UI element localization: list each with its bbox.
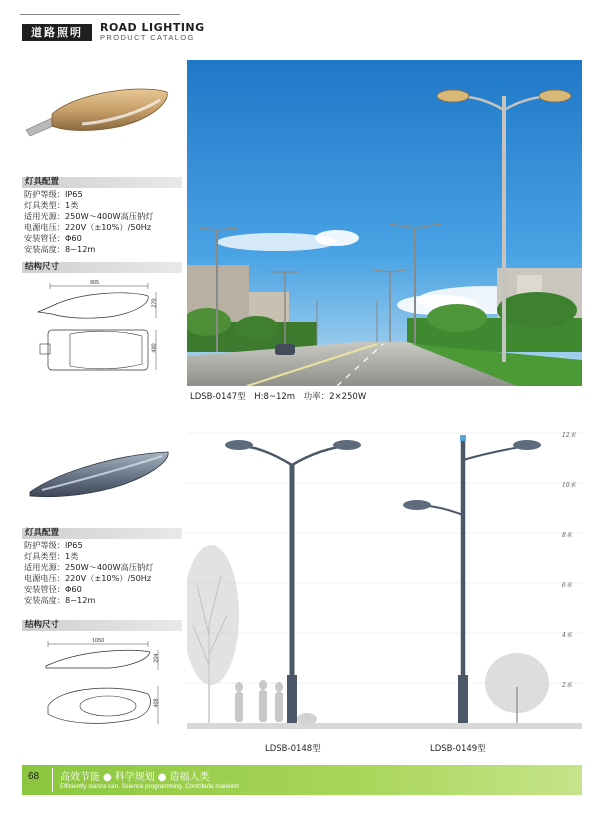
slogan-3: 造福人类 xyxy=(169,772,210,783)
spec-item: 安装管径：Φ60 xyxy=(24,584,82,594)
caption-0149: LDSB-0149型 xyxy=(430,744,486,754)
spec-list-bottom xyxy=(24,540,153,606)
spec-item: 防护等级：IP65 xyxy=(24,189,83,199)
street-scene-photo xyxy=(187,60,582,386)
bullet-icon: ● xyxy=(103,772,112,783)
pole-elevation-drawing xyxy=(187,425,582,737)
brand-catalog: PRODUCT CATALOG xyxy=(100,33,195,42)
scale-6m: 6米 xyxy=(562,582,572,589)
brand-chinese: 道路照明 xyxy=(22,24,92,41)
dimension-drawing-0147 xyxy=(30,278,170,378)
spec-item: 防护等级：IP65 xyxy=(24,540,83,550)
spec-item: 灯具类型：1类 xyxy=(24,200,79,210)
lamp-head-0147-image xyxy=(22,78,172,148)
scale-8m: 8米 xyxy=(562,532,572,539)
spec-item: 电源电压：220V（±10%）/50Hz xyxy=(24,222,152,232)
spec-item: 适用光源：250W～400W高压钠灯 xyxy=(24,211,154,221)
lamp-head-0148-image xyxy=(22,440,172,510)
header-rule xyxy=(20,14,180,15)
spec-item: 安装高度：8~12m xyxy=(24,595,96,605)
spec-item: 电源电压：220V（±10%）/50Hz xyxy=(24,573,152,583)
dim-height-top: 270 xyxy=(151,298,158,308)
caption-0148: LDSB-0148型 xyxy=(265,744,321,754)
dimension-drawing-0148 xyxy=(30,636,170,736)
spec-list-top xyxy=(24,189,153,255)
footer-slogan-english: Efficiently stanza can. Science programming. Contribute mankind xyxy=(60,783,239,790)
structure-title-top: 结构尺寸 xyxy=(22,262,182,273)
footer-divider xyxy=(52,768,53,792)
scale-4m: 4米 xyxy=(562,632,572,639)
brand-english: ROAD LIGHTING xyxy=(100,21,205,34)
dim-height-bottom: 204 xyxy=(153,653,160,663)
spec-item: 灯具类型：1类 xyxy=(24,551,79,561)
dim-length-bottom: 1050 xyxy=(92,638,105,644)
structure-title-bottom: 结构尺寸 xyxy=(22,620,182,631)
scale-10m: 10米 xyxy=(562,482,576,489)
scale-12m: 12米 xyxy=(562,432,576,439)
spec-item: 安装高度：8~12m xyxy=(24,244,96,254)
config-title-top: 灯具配置 xyxy=(22,177,182,188)
dim-width-top: 480 xyxy=(151,343,158,353)
config-title-bottom: 灯具配置 xyxy=(22,528,182,539)
bullet-icon: ● xyxy=(157,772,167,783)
dim-width-bottom: 408 xyxy=(153,698,160,708)
dim-length-top: 905 xyxy=(90,280,100,286)
slogan-2: 科学规划 xyxy=(114,772,155,783)
caption-0147: LDSB-0147型 H:8~12m 功率：2×250W xyxy=(190,392,367,402)
footer-slogan xyxy=(60,768,209,783)
spec-item: 适用光源：250W～400W高压钠灯 xyxy=(24,562,154,572)
slogan-1: 高效节能 xyxy=(60,772,100,783)
page-number: 68 xyxy=(28,771,40,782)
scale-2m: 2米 xyxy=(562,682,572,689)
spec-item: 安装管径：Φ60 xyxy=(24,233,82,243)
